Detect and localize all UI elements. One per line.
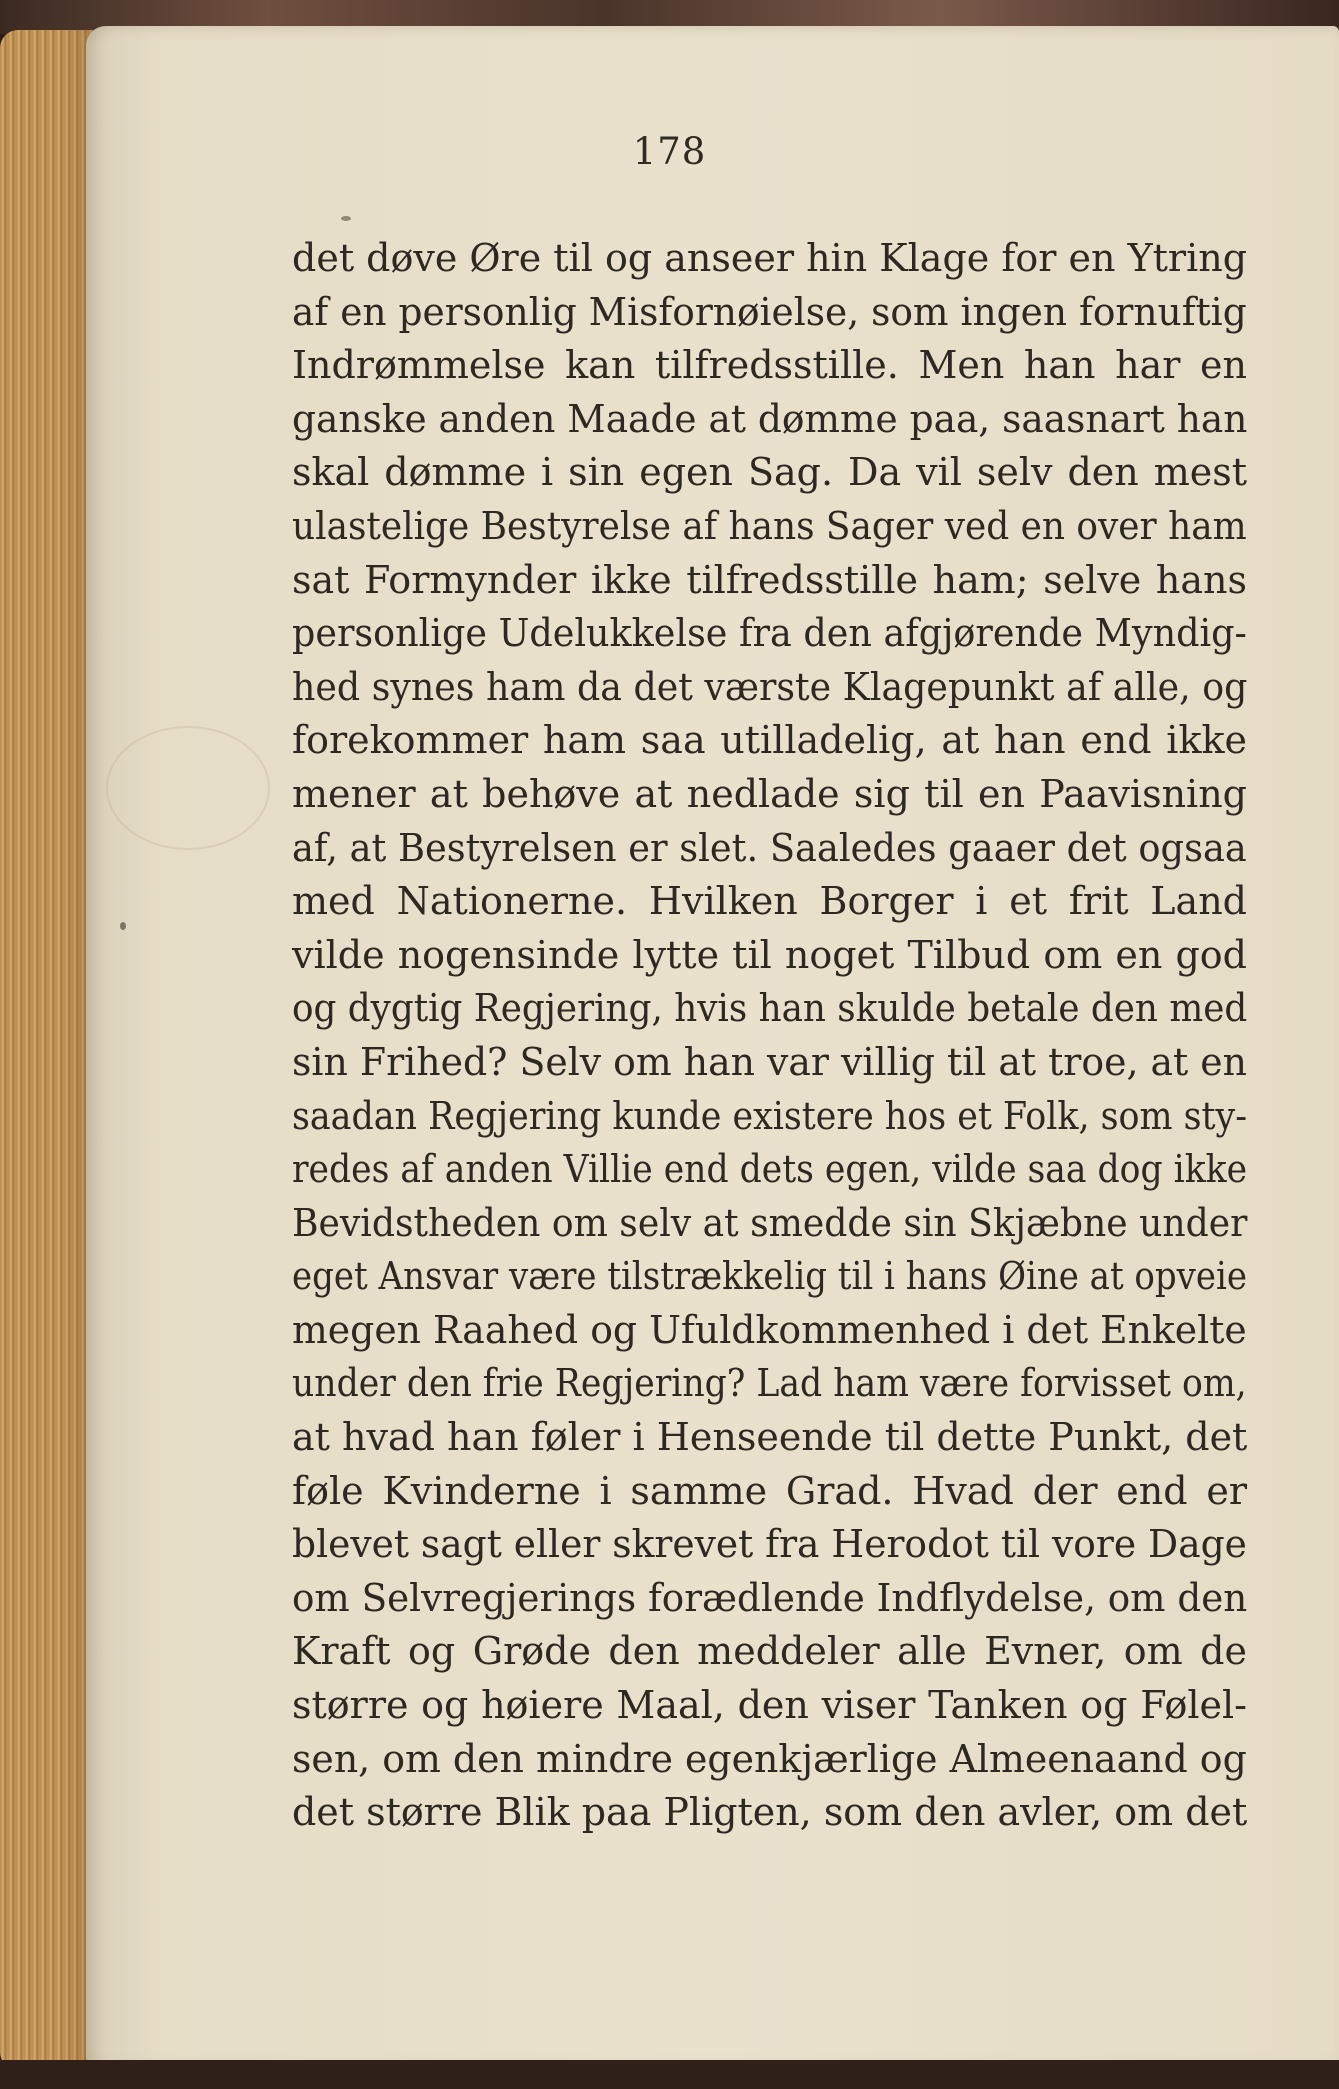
paper-spot <box>120 922 126 930</box>
text-line: hed synes ham da det værste Klagepunkt af alle, og <box>292 664 1248 709</box>
text-line: under den frie Regjering? Lad ham være forvisset om, <box>292 1361 1247 1406</box>
text-line: blevet sagt eller skrevet fra Herodot til vore Dage <box>292 1522 1247 1567</box>
text-line: Bevidstheden om selv at smedde sin Skjæbne under <box>292 1200 1248 1245</box>
text-line: saadan Regjering kunde existere hos et Folk, som sty- <box>292 1093 1248 1138</box>
text-line: skal dømme i sin egen Sag. Da vil selv den mest <box>292 450 1247 495</box>
text-line: Indrømmelse kan tilfredsstille. Men han har en <box>292 343 1247 388</box>
text-line: sin Frihed? Selv om han var villig til at troe, at en <box>292 1039 1247 1084</box>
text-line: sen, om den mindre egenkjærlige Almeenaand og <box>292 1736 1247 1781</box>
text-line: vilde nogensinde lytte til noget Tilbud om en god <box>292 932 1247 977</box>
text-line: Kraft og Grøde den meddeler alle Evner, om de <box>292 1629 1247 1674</box>
text-line: sat Formynder ikke tilfredsstille ham; selve hans <box>292 557 1247 602</box>
text-line: om Selvregjerings forædlende Indflydelse, om den <box>292 1575 1248 1620</box>
page-number: 178 <box>632 130 707 173</box>
text-line: det døve Øre til og anseer hin Klage for en Ytring <box>292 236 1248 280</box>
text-line: redes af anden Villie end dets egen, vilde saa dog ikke <box>292 1147 1248 1192</box>
paper-spot <box>341 216 351 221</box>
text-line: ganske anden Maade at dømme paa, saasnart han <box>292 396 1248 441</box>
page-body-text <box>292 232 1247 1840</box>
text-line: med Nationerne. Hvilken Borger i et frit Land <box>292 879 1247 924</box>
text-line: megen Raahed og Ufuldkommenhed i det Enkelte <box>292 1307 1247 1352</box>
text-line: føle Kvinderne i samme Grad. Hvad der end er <box>292 1468 1247 1513</box>
book-bottom-binding <box>0 2060 1339 2089</box>
text-line: og dygtig Regjering, hvis han skulde betale den med <box>292 986 1248 1031</box>
text-line: forekommer ham saa utilladelig, at han end ikke <box>292 718 1247 763</box>
text-line: at hvad han føler i Henseende til dette Punkt, det <box>292 1415 1248 1460</box>
text-line: eget Ansvar være tilstrækkelig til i hans Øine at opveie <box>292 1254 1248 1299</box>
text-line: det større Blik paa Pligten, som den avler, om det <box>292 1790 1248 1835</box>
text-line: større og høiere Maal, den viser Tanken og Følel- <box>292 1683 1247 1728</box>
paper-stain <box>106 726 270 850</box>
text-line: af, at Bestyrelsen er slet. Saaledes gaaer det ogsaa <box>292 825 1247 870</box>
text-line: mener at behøve at nedlade sig til en Paavisning <box>292 771 1247 816</box>
text-line: ulastelige Bestyrelse af hans Sager ved en over ham <box>292 503 1247 548</box>
text-line: personlige Udelukkelse fra den afgjørende Myndig- <box>292 611 1247 656</box>
text-line: af en personlig Misfornøielse, som ingen fornuftig <box>292 289 1247 334</box>
